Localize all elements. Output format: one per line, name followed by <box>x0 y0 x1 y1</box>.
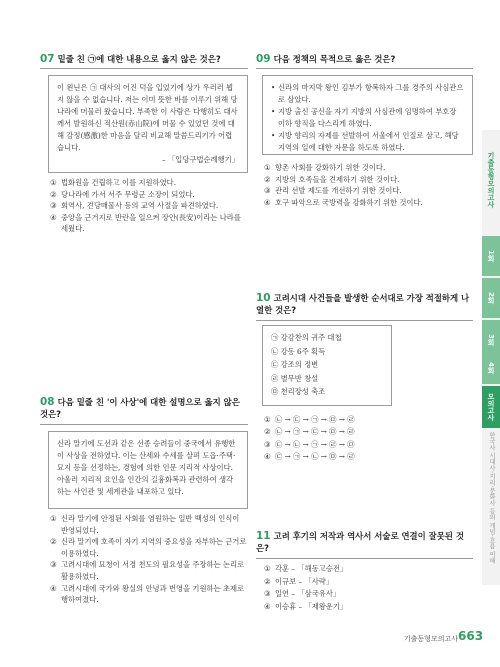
choice-number: ④ <box>264 197 271 207</box>
choice-text: 관리 선발 제도를 개선하기 위한 것이다. <box>275 186 402 196</box>
question-07-passage: 이 왼닌은 ㉠ 대사의 어진 덕을 입었기에 상가 우러러 뵙지 않을 수 없습니다. 저는 이미 뜻한 바를 이루기 위해 당나라에 머물러 왔습니다. 부족한 이 사람은 다행히도 대사께서 발원하신 적산원(赤山院)에 머물 수 있었던 것에 대해 감정(感激)한 마음을 달리 비교해 말씀드리기가 어렵습니다. <box>57 83 238 152</box>
question-07-rule <box>40 68 248 69</box>
choice-text: 회역사, 견당매물사 등의 교역 사절을 파견하였다. <box>61 201 219 211</box>
choice-number: ④ <box>264 452 271 462</box>
policy-bullet: • 지방 향리의 자제를 선발하여 서울에서 인질로 삼고, 해당 지역의 일에 대한 자문을 하도록 하였다. <box>271 130 464 154</box>
choice-number: ② <box>50 537 57 547</box>
choice-number: ② <box>50 189 57 199</box>
choice-number: ④ <box>50 583 57 593</box>
choice-text: ㉡ → ㉢ → ㉠ → ㉤ → ㉣ <box>275 415 355 424</box>
choice-number: ① <box>50 514 57 523</box>
choice[interactable] <box>264 414 473 426</box>
event-item: ㉠ 강감찬의 귀주 대첩 <box>271 333 342 342</box>
choice-text: ㉢ → ㉠ → ㉡ → ㉤ → ㉣ <box>275 452 355 462</box>
choice[interactable] <box>50 513 248 536</box>
choice[interactable] <box>264 439 473 451</box>
question-09-rule <box>256 68 473 69</box>
question-08-rule <box>40 424 248 425</box>
choice[interactable] <box>264 451 473 463</box>
choice-text: 법화원을 건립하고 이를 지원하였다. <box>61 178 177 187</box>
choice-text: 고려시대에 묘청이 서경 천도의 필요성을 주장하는 논리로 활용하였다. <box>61 560 245 581</box>
choice-number: ① <box>264 163 271 172</box>
choice[interactable] <box>50 536 248 559</box>
question-09-title <box>256 53 471 65</box>
choice[interactable] <box>264 174 473 186</box>
choice-number: ③ <box>50 560 57 570</box>
choice-number: ③ <box>264 439 271 449</box>
choice[interactable] <box>50 200 248 212</box>
choice-text: 호구 파악으로 국방력을 강화하기 위한 것이다. <box>275 197 423 207</box>
choice[interactable] <box>264 563 473 576</box>
question-10-rule <box>256 320 473 321</box>
question-09-number: 09 <box>256 53 271 65</box>
choice-text: 일연 – 「삼국유사」 <box>275 589 341 599</box>
event-item: ㉣ 별무반 창설 <box>271 373 319 383</box>
question-09-text: 다음 정책의 목적으로 옳은 것은? <box>273 54 396 64</box>
choice-text: 이규보 – 「사략」 <box>275 576 334 586</box>
choice-number: ① <box>264 564 271 573</box>
question-07-passage-box <box>48 75 248 173</box>
event-item: ㉤ 천리장성 축조 <box>271 387 326 396</box>
choice[interactable] <box>264 576 473 589</box>
question-07-number: 07 <box>40 53 55 65</box>
choice-text: ㉡ → ㉠ → ㉢ → ㉤ → ㉣ <box>275 427 355 437</box>
choice[interactable] <box>50 189 248 201</box>
choice[interactable] <box>50 559 248 582</box>
choice-number: ③ <box>50 201 57 211</box>
question-08-passage: 신라 말기에 도선과 같은 선종 승려들이 중국에서 유행한 이 사상을 전하였다. 이는 산세와 수세를 살펴 도읍·주택·묘지 등을 선정하는, 경험에 의한 인문 지리적 사상이다. 아울러 지리적 요인을 인간의 길흉화복과 관련하여 생각하는 사인관 및 세계관을 내포하고 있다. <box>57 439 236 496</box>
choice-text: 당나라에 가서 서주 무령군 소장이 되었다. <box>61 189 195 199</box>
choice[interactable] <box>264 197 473 209</box>
choice-number: ④ <box>264 601 271 611</box>
question-11-choices <box>264 563 473 613</box>
choice-text: 고려시대에 국가와 왕실의 안녕과 번영을 기원하는 초제로 행하여졌다. <box>61 583 245 605</box>
event-item: ㉢ 강조의 정변 <box>271 360 319 369</box>
choice-text: 지방의 호족들을 견제하기 위한 것이다. <box>275 174 400 184</box>
event-item: ㉡ 강동 6주 획득 <box>271 346 326 356</box>
question-09-choices <box>264 162 473 208</box>
choice-number: ④ <box>50 212 57 222</box>
tab-round-2[interactable]: 2회 <box>482 278 500 318</box>
choice-text: 향촌 사회를 강화하기 위한 것이다. <box>275 163 386 172</box>
question-10-number: 10 <box>256 292 271 304</box>
question-11-number: 11 <box>256 530 271 542</box>
question-10-text: 고려시대 사건들을 발생한 순서대로 가장 적절하게 나열한 것은? <box>256 293 470 315</box>
choice[interactable] <box>264 601 473 614</box>
question-09-bullets-box <box>262 75 473 155</box>
choice-text: ㉢ → ㉡ → ㉠ → ㉣ → ㉤ <box>275 439 355 449</box>
tab-round-3[interactable]: 3회 <box>482 320 500 360</box>
question-08-number: 08 <box>40 396 55 408</box>
footer-label: 기출동형모의고사 <box>403 635 458 643</box>
question-08-title <box>40 396 248 420</box>
question-10-choices <box>264 414 473 464</box>
policy-bullet: • 신라의 마지막 왕인 김부가 항복하자 그를 경주의 사심관으로 삼았다. <box>271 82 464 106</box>
choice-number: ③ <box>264 186 271 196</box>
question-08-text: 다음 밑줄 친 '이 사상'에 대한 설명으로 옳지 않은 것은? <box>40 397 240 419</box>
choice-number: ② <box>264 576 271 586</box>
choice-number: ② <box>264 427 271 437</box>
choice-text: 신라 말기에 호족이 자기 지역의 중요성을 자부하는 근거로 이용하였다. <box>61 537 247 558</box>
question-08-choices <box>50 513 248 606</box>
question-08-passage-box <box>48 431 248 509</box>
question-11-title <box>256 530 471 554</box>
choice[interactable] <box>50 212 248 235</box>
tab-round-1[interactable]: 1회 <box>482 236 500 276</box>
choice-number: ③ <box>264 589 271 599</box>
choice[interactable] <box>264 185 473 197</box>
question-07-choices <box>50 177 248 235</box>
side-header: 기출동형모의고사 <box>487 152 495 208</box>
question-10-title <box>256 292 471 316</box>
question-07-title <box>40 53 240 65</box>
choice[interactable] <box>264 162 473 174</box>
choice-number: ① <box>50 178 57 187</box>
choice-number: ② <box>264 174 271 184</box>
choice-text: 각훈 – 「해동고승전」 <box>275 564 348 573</box>
side-description: 한국사 시대사·지리·문화사 등의 개념·흐름 이해 <box>488 432 495 564</box>
question-10-events-box <box>262 325 392 406</box>
choice-text: 중앙을 근거지로 반란을 일으켜 장안(長安)이라는 나라를 세웠다. <box>61 212 241 234</box>
choice[interactable] <box>264 588 473 601</box>
page-number: 663 <box>458 629 484 643</box>
choice[interactable] <box>50 177 248 189</box>
choice-text: 이승휴 – 「제왕운기」 <box>275 601 348 611</box>
question-07-source: – 「입당구법순례행기」 <box>162 155 239 164</box>
choice[interactable] <box>264 426 473 438</box>
choice[interactable] <box>50 583 248 606</box>
question-11-rule <box>256 558 473 559</box>
choice-text: 신라 말기에 안정된 사회를 염원하는 일반 백성의 인식이 반영되었다. <box>61 514 240 535</box>
question-07-text: 밑줄 친 ㉠에 대한 내용으로 옳지 않은 것은? <box>57 54 221 64</box>
tab-round-4[interactable]: 4회 <box>482 352 500 384</box>
question-11-text: 고려 후기의 저작과 역사서 서술로 연결이 잘못된 것은? <box>256 531 464 553</box>
policy-bullet: • 지방 출신 공신을 자기 지방의 사심관에 임명하여 부호장 이하 향직을 다스리게 하였다. <box>271 106 464 130</box>
tab-mock-exam-active[interactable]: 모의고사 <box>482 386 500 428</box>
choice-number: ① <box>264 415 271 424</box>
